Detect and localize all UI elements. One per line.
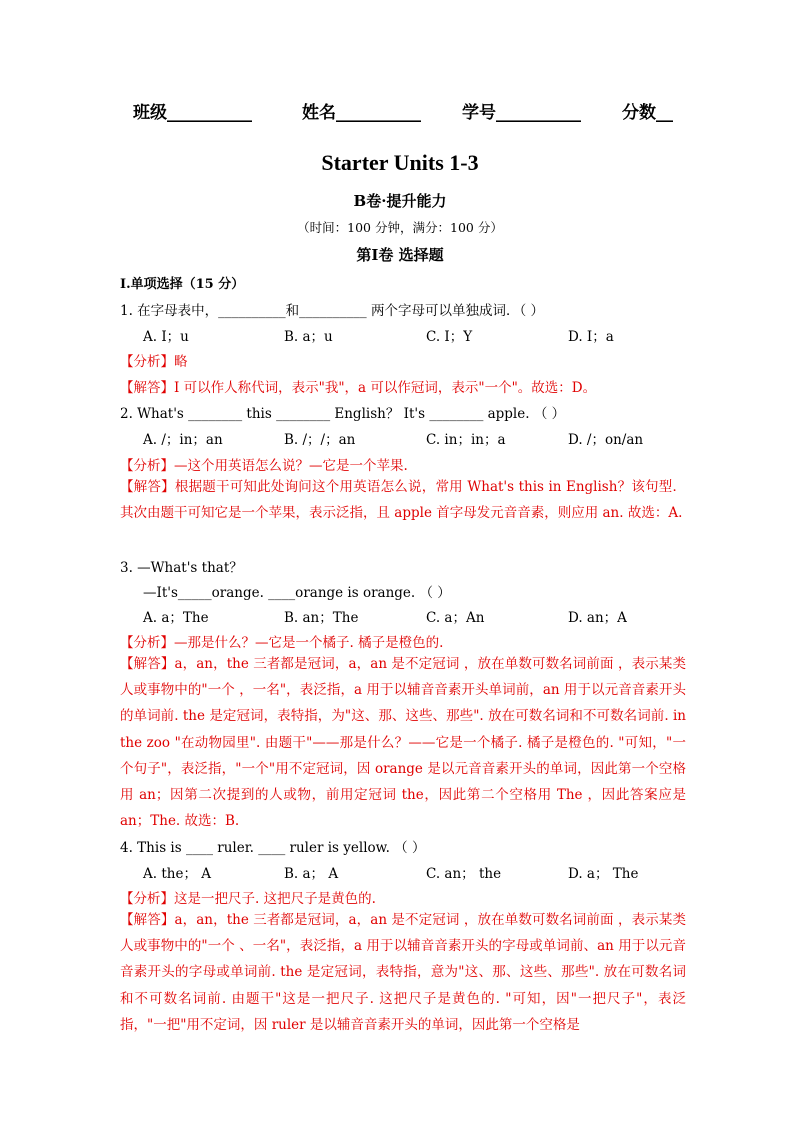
paper-subtitle: B卷·提升能力	[353, 192, 447, 210]
question-4-option-a: A. the； A	[143, 866, 211, 882]
question-2-answer: 【解答】根据题干可知此处询问这个用英语怎么说，常用 What's this in English？该句型．其次由题干可知它是一个苹果，表示泛指，且 apple 首字母发元音音素，则应用 an. 故选：A.	[120, 479, 686, 522]
question-2-option-b: B. /；/；an	[284, 432, 356, 448]
question-1-option-a: A. I；u	[143, 329, 189, 345]
question-2-option-d: D. /；on/an	[568, 432, 644, 448]
question-4-stem: 4. This is ____ ruler. ____ ruler is yellow. （ ）	[120, 840, 426, 856]
question-4-analysis: 【分析】这是一把尺子. 这把尺子是黄色的.	[120, 891, 376, 907]
question-1-answer: 【解答】I 可以作人称代词，表示"我"，a 可以作冠词，表示"一个"。故选：D。	[120, 380, 597, 396]
question-2-stem: 2. What's ________ this ________ English？ It's ________ apple. （ ）	[120, 406, 566, 422]
student-id-field-label: 学号__________	[462, 103, 581, 123]
question-3-option-d: D. an；A	[568, 610, 627, 626]
question-4-option-b: B. a； A	[284, 866, 339, 882]
question-3-answer: 【解答】a，an，the 三者都是冠词，a，an 是不定冠词 ，放在单数可数名词前面 ，表示某类人或事物中的"一个 ，一名"，表泛指，a 用于以辅音音素开头单词前，an 用于以元音音素开头的单词前. the 是定冠词，表特指，为"这、那、这些、那些". 放在可数名词和不可数名词前. in the zoo "在动物园里". 由题干"——那是什么？——它是一个橘子. 橘子是橙色的. "可知，"一个句子"，表泛指，"一个"用不定冠词，因 orange 是以元音音素开头的单词，因此第一个空格用 an；因第二次提到的人或物，前用定冠词 the，因此第二个空格用 The ，因此答案应是 an；The. 故选：B.	[120, 656, 686, 830]
question-3-stem-line-2: —It's_____orange. ____orange is orange. （ ）	[143, 585, 451, 601]
question-1-option-b: B. a；u	[284, 329, 333, 345]
score-field-label: 分数__	[622, 103, 673, 123]
part-title: 第Ⅰ卷 选择题	[356, 246, 444, 264]
class-field-label: 班级__________	[133, 103, 252, 123]
section-title: I.单项选择（15 分）	[120, 277, 245, 292]
name-field-label: 姓名__________	[302, 103, 421, 123]
question-4-answer: 【解答】a，an，the 三者都是冠词，a，an 是不定冠词 ，放在单数可数名词前面 ，表示某类人或事物中的"一个 、一名"，表泛指，a 用于以辅音音素开头的字母或单词前、an 用于以元音音素开头的字母或单词前. the 是定冠词，表特指，意为"这、那、这些、那些". 放在可数名词和不可数名词前. 由题干"这是一把尺子. 这把尺子是黄色的. "可知，因"一把尺子"，表泛指，"一把"用不定词，因 ruler 是以辅音音素开头的单词，因此第一个空格是	[120, 912, 686, 1033]
question-3-option-b: B. an；The	[284, 610, 359, 626]
question-3-option-c: C. a；An	[426, 610, 485, 626]
question-3-option-a: A. a；The	[143, 610, 209, 626]
page-title: Starter Units 1-3	[321, 150, 479, 175]
time-note: （时间：100 分钟，满分：100 分）	[297, 220, 503, 235]
question-2-option-a: A. /；in；an	[143, 432, 223, 448]
question-2-option-c: C. in；in；a	[426, 432, 506, 448]
question-4-option-d: D. a； The	[568, 866, 639, 882]
question-2-analysis: 【分析】—这个用英语怎么说？—它是一个苹果.	[120, 458, 408, 474]
question-1-analysis: 【分析】略	[120, 354, 188, 370]
question-1-option-c: C. I；Y	[426, 329, 473, 345]
question-3-analysis: 【分析】—那是什么？—它是一个橘子. 橘子是橙色的.	[120, 635, 444, 651]
question-3-stem: 3. —What's that？	[120, 560, 243, 576]
question-1-stem: 1. 在字母表中，__________和__________ 两个字母可以单独成词．（ ）	[120, 303, 545, 319]
question-1-option-d: D. I；a	[568, 329, 614, 345]
question-4-option-c: C. an； the	[426, 866, 502, 882]
